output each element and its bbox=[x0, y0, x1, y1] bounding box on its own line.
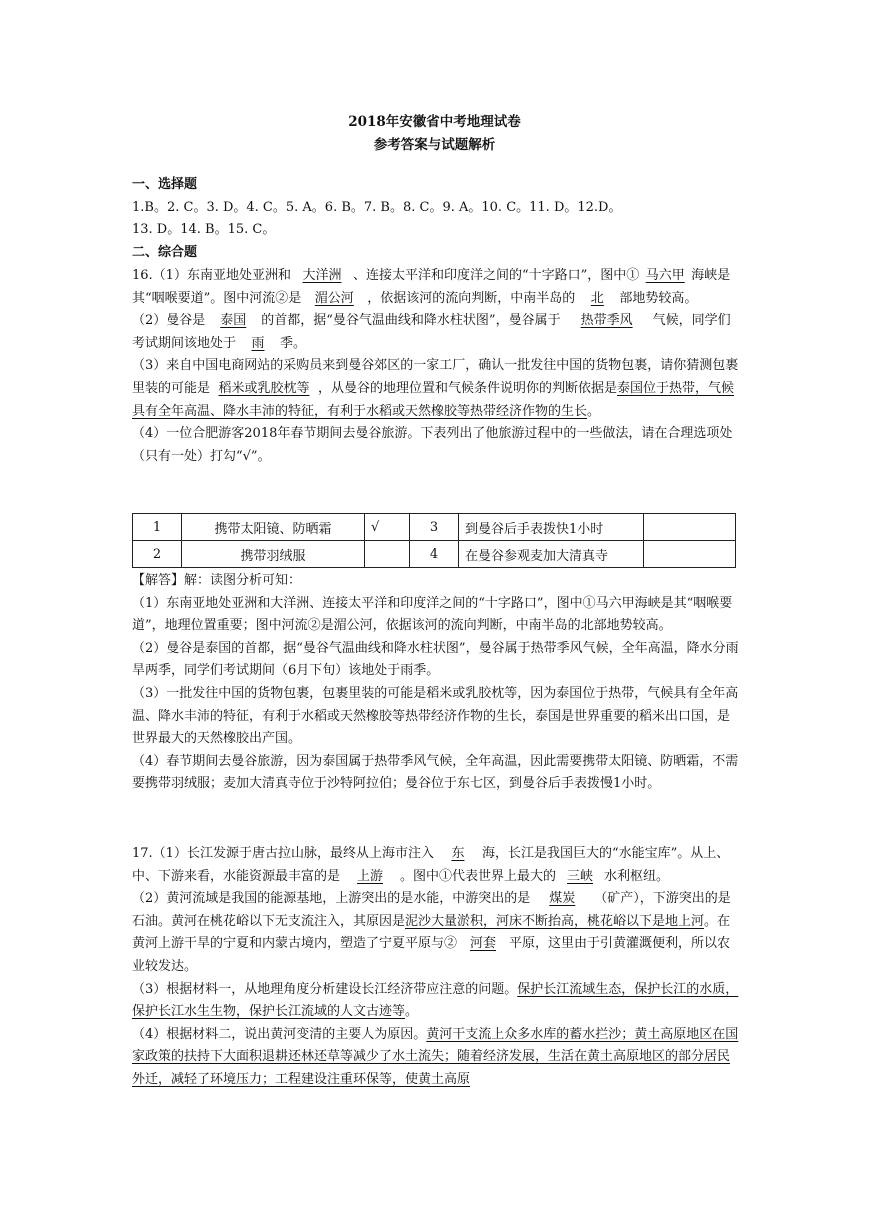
answer-blank: 泰国 bbox=[220, 313, 247, 329]
answer-blank: 北 bbox=[590, 290, 604, 306]
document-title: 2018年安徽省中考地理试卷 bbox=[348, 114, 521, 130]
question-16 bbox=[132, 265, 740, 468]
analysis-paragraph: （2）曼谷是泰国的首都，据“曼谷气温曲线和降水柱状图”，曼谷属于热带季风气候，全年高温，降水分雨旱两季，同学们考试期间（6月下旬）该地处于雨季。 bbox=[132, 640, 739, 679]
document-subtitle: 参考答案与试题解析 bbox=[373, 137, 496, 153]
table-cell: 到曼谷后手表拨快1小时 bbox=[459, 514, 644, 541]
answer-blank: 雨 bbox=[251, 335, 265, 351]
table-row bbox=[133, 541, 736, 568]
answer-blank: 黄河干支流上众多水库的蓄水拦沙；黄土高原地区在国家政策的扶持下大面积退耕还林还草等减少了水土流失；随着经济发展，生活在黄土高原地区的部分居民外迁，减轻了环境压力；工程建设注重环保等，使黄土高原 bbox=[132, 1026, 739, 1087]
answer-analysis bbox=[132, 570, 740, 796]
answer-blank: 泥沙大量淤积，河床不断抬高，桃花峪以下是地上河 bbox=[405, 913, 705, 929]
answer-blank: 马六甲 bbox=[645, 268, 685, 283]
answer-blank: 煤炭 bbox=[549, 891, 576, 907]
answer-blank: 保护长江流域生态，保护长江的水质，保护长江水生生物，保护长江流域的人文古迹等 bbox=[132, 981, 739, 1020]
question-16-part-1: 16.（1）东南亚地处亚洲和 大洋洲 、连接太平洋和印度洋之间的“十字路口”，图中① 马六甲 海峡是其“咽喉要道”。图中河流②是 湄公河 ，依据该河的流向判断，中南半岛的 北 部地势较高。 bbox=[132, 265, 740, 310]
answer-key-line: 13. D。14. B。15. C。 bbox=[132, 222, 276, 238]
section-heading: 二、综合题 bbox=[132, 244, 198, 260]
travel-options-table bbox=[132, 513, 736, 568]
check-cell bbox=[644, 514, 736, 541]
question-16-part-3: （3）来自中国电商网站的采购员来到曼谷郊区的一家工厂，确认一批发往中国的货物包裹，请你猜测包裹里装的可能是 稻米或乳胶枕等 ，从曼谷的地理位置和气候条件说明你的判断依据是泰国位于热带，气候具有全年高温、降水丰沛的特征，有利于水稻或天然橡胶等热带经济作物的生长。 bbox=[132, 358, 739, 419]
analysis-intro: 【解答】解：读图分析可知： bbox=[132, 573, 302, 588]
question-17-part-4: （4）根据材料二，说出黄河变清的主要人为原因。黄河干支流上众多水库的蓄水拦沙；黄土高原地区在国家政策的扶持下大面积退耕还林还草等减少了水土流失；随着经济发展，生活在黄土高原地区的部分居民外迁，减轻了环境压力；工程建设注重环保等，使黄土高原 bbox=[132, 1026, 739, 1087]
table-cell: 4 bbox=[410, 541, 459, 568]
table-cell: 1 bbox=[133, 514, 182, 541]
answer-blank: 河套 bbox=[470, 936, 497, 952]
table-cell: 3 bbox=[410, 514, 459, 541]
answer-blank: 大洋洲 bbox=[302, 268, 342, 283]
table-cell: 2 bbox=[133, 541, 182, 568]
check-cell: √ bbox=[365, 514, 410, 541]
multiple-choice-section bbox=[132, 174, 740, 264]
analysis-paragraph: （4）春节期间去曼谷旅游，因为泰国属于热带季风气候，全年高温，因此需要携带太阳镜、防晒霜，不需要携带羽绒服；麦加大清真寺位于沙特阿拉伯；曼谷位于东七区，到曼谷后手表拨慢1小时。 bbox=[132, 753, 739, 792]
table-row bbox=[133, 514, 736, 541]
check-cell bbox=[644, 541, 736, 568]
question-17 bbox=[132, 843, 740, 1092]
question-17-part-3: （3）根据材料一，从地理角度分析建设长江经济带应注意的问题。保护长江流域生态，保护长江的水质，保护长江水生生物，保护长江流域的人文古迹等。 bbox=[132, 981, 739, 1020]
answer-blank: 湄公河 bbox=[314, 290, 354, 306]
analysis-paragraph: （3）一批发往中国的货物包裹，包裹里装的可能是稻米或乳胶枕等，因为泰国位于热带，气候具有全年高温、降水丰沛的特征，有利于水稻或天然橡胶等热带经济作物的生长，泰国是世界重要的稻米出口国，是世界最大的天然橡胶出产国。 bbox=[132, 685, 739, 747]
answer-blank: 热带季风 bbox=[580, 313, 633, 329]
question-16-part-2: （2）曼谷是 泰国 的首都，据“曼谷气温曲线和降水柱状图”，曼谷属于 热带季风 气候，同学们考试期间该地处于 雨 季。 bbox=[132, 310, 740, 355]
answer-blank: 上游 bbox=[357, 868, 384, 884]
table-cell: 携带太阳镜、防晒霜 bbox=[182, 514, 365, 541]
answer-blank: 三峡 bbox=[567, 868, 594, 884]
question-17-part-1: 17.（1）长江发源于唐古拉山脉，最终从上海市注入 东 海，长江是我国巨大的“水能宝库”。从上、中、下游来看，水能资源最丰富的是 上游 。图中①代表世界上最大的 三峡 水利枢纽。 bbox=[132, 843, 740, 888]
question-16-part-4: （4）一位合肥游客2018年春节期间去曼谷旅游。下表列出了他旅游过程中的一些做法，请在合理选项处（只有一处）打勾“√”。 bbox=[132, 426, 733, 464]
table-cell: 携带羽绒服 bbox=[182, 541, 365, 568]
answer-key-line: 1.B。2. C。3. D。4. C。5. A。6. B。7. B。8. C。9. A。10. C。11. D。12.D。 bbox=[132, 199, 622, 215]
answer-blank: 东 bbox=[451, 846, 465, 861]
question-17-part-2: （2）黄河流域是我国的能源基地，上游突出的是水能，中游突出的是 煤炭 （矿产），下游突出的是石油。黄河在桃花峪以下无支流注入，其原因是泥沙大量淤积，河床不断抬高，桃花峪以下是地上河。在黄河上游干旱的宁夏和内蒙古境内，塑造了宁夏平原与② 河套 平原，这里由于引黄灌溉便利，所以农业较发达。 bbox=[132, 888, 740, 978]
check-cell bbox=[365, 541, 410, 568]
table-cell: 在曼谷参观麦加大清真寺 bbox=[459, 541, 644, 568]
section-heading: 一、选择题 bbox=[132, 177, 198, 192]
analysis-paragraph: （1）东南亚地处亚洲和大洋洲、连接太平洋和印度洋之间的“十字路口”，图中①马六甲海峡是其“咽喉要道”，地理位置重要；图中河流②是湄公河，依据该河的流向判断，中南半岛的北部地势较高。 bbox=[132, 595, 733, 634]
answer-blank: 稻米或乳胶枕等 bbox=[218, 380, 310, 396]
answer-blank: 泰国位于热带，气候具有全年高温、降水丰沛的特征，有利于水稻或天然橡胶等热带经济作物的生长 bbox=[132, 380, 735, 419]
